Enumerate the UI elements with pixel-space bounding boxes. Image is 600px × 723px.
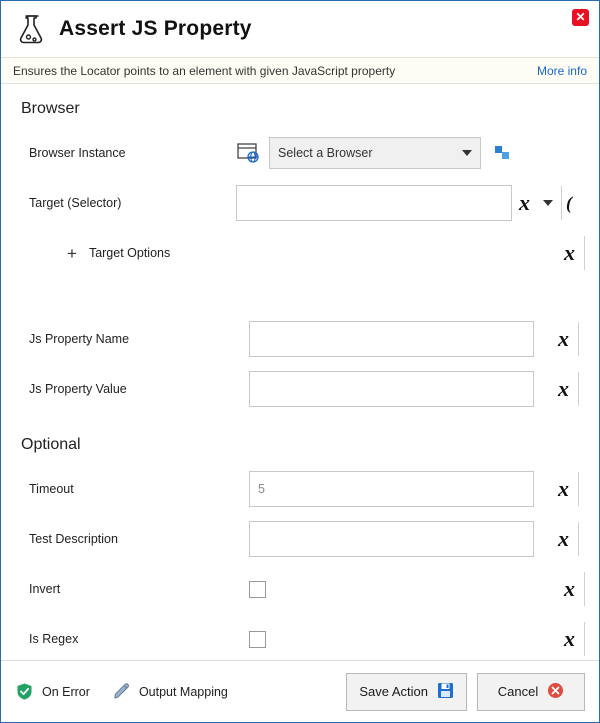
js-property-value-input[interactable]: [249, 371, 534, 407]
save-action-button[interactable]: [346, 673, 467, 711]
label-target-selector: Target (Selector): [29, 196, 122, 210]
scrollbar[interactable]: [593, 84, 599, 660]
label-test-description: Test Description: [29, 532, 118, 546]
chevron-down-icon: [462, 150, 472, 156]
divider: [584, 572, 585, 606]
mapping-pen-icon: [112, 682, 131, 701]
cancel-label: Cancel: [497, 684, 539, 699]
test-description-input[interactable]: [249, 521, 534, 557]
row-invert: [1, 564, 599, 614]
divider: [578, 522, 579, 556]
label-js-property-name: Js Property Name: [29, 332, 130, 346]
assert-flask-icon: [13, 10, 51, 48]
browser-instance-dropdown[interactable]: [269, 137, 481, 169]
divider: [584, 236, 585, 270]
expression-toggle-icon[interactable]: x: [558, 376, 569, 401]
on-error-button[interactable]: [15, 682, 90, 701]
info-bar: [1, 57, 599, 84]
label-timeout: Timeout: [29, 482, 74, 496]
save-action-label: Save Action: [359, 684, 428, 699]
target-extra-icon[interactable]: (: [566, 192, 572, 213]
output-mapping-button[interactable]: [112, 682, 228, 701]
divider: [578, 322, 579, 356]
is-regex-checkbox[interactable]: [249, 631, 266, 648]
target-selector-input[interactable]: [236, 185, 512, 221]
label-invert: Invert: [29, 582, 61, 596]
divider: [578, 472, 579, 506]
expression-toggle-icon[interactable]: x: [564, 626, 575, 651]
more-info-link[interactable]: More info: [536, 63, 587, 78]
label-js-property-value: Js Property Value: [29, 382, 127, 396]
label-is-regex: Is Regex: [29, 632, 79, 646]
expression-toggle-icon[interactable]: x: [558, 326, 569, 351]
expression-toggle-icon[interactable]: x: [564, 240, 575, 265]
form-content: [1, 84, 599, 660]
page-title: Assert JS Property: [59, 17, 252, 40]
section-header-optional: Optional: [21, 436, 81, 453]
chevron-down-icon[interactable]: [543, 200, 553, 206]
shield-icon: [15, 682, 34, 701]
row-is-regex: [1, 614, 599, 660]
target-options-expander[interactable]: [29, 245, 170, 262]
divider: [584, 622, 585, 656]
variable-picker-icon[interactable]: [493, 143, 513, 163]
timeout-input[interactable]: [249, 471, 534, 507]
close-icon[interactable]: ✕: [572, 9, 589, 26]
expression-toggle-icon[interactable]: x: [558, 526, 569, 551]
expression-toggle-icon[interactable]: x: [519, 190, 530, 215]
invert-checkbox[interactable]: [249, 581, 266, 598]
divider: [561, 186, 562, 220]
on-error-label: On Error: [42, 684, 90, 699]
js-property-name-input[interactable]: [249, 321, 534, 357]
browser-instance-value: Select a Browser: [278, 146, 373, 160]
expression-toggle-icon[interactable]: x: [558, 476, 569, 501]
row-timeout: [1, 464, 599, 514]
row-js-property-value: [1, 364, 599, 414]
dialog-description: Ensures the Locator points to an element with given JavaScript property: [13, 63, 396, 78]
row-target-options: [1, 228, 599, 278]
row-js-property-name: [1, 314, 599, 364]
divider: [578, 372, 579, 406]
floppy-disk-icon: [437, 682, 454, 702]
output-mapping-label: Output Mapping: [138, 684, 228, 699]
plus-icon: +: [67, 243, 77, 263]
row-test-description: [1, 514, 599, 564]
row-browser-instance: [1, 128, 599, 178]
expression-toggle-icon[interactable]: x: [564, 576, 575, 601]
cancel-button[interactable]: [477, 673, 585, 711]
label-browser-instance: Browser Instance: [29, 146, 126, 160]
section-header-browser: Browser: [21, 100, 80, 117]
browser-window-icon: [237, 142, 261, 164]
footer-bar: [1, 660, 599, 722]
target-options-label: Target Options: [88, 246, 171, 260]
cancel-circle-icon: [547, 682, 564, 702]
title-bar: [1, 1, 599, 57]
row-target-selector: [1, 178, 599, 228]
